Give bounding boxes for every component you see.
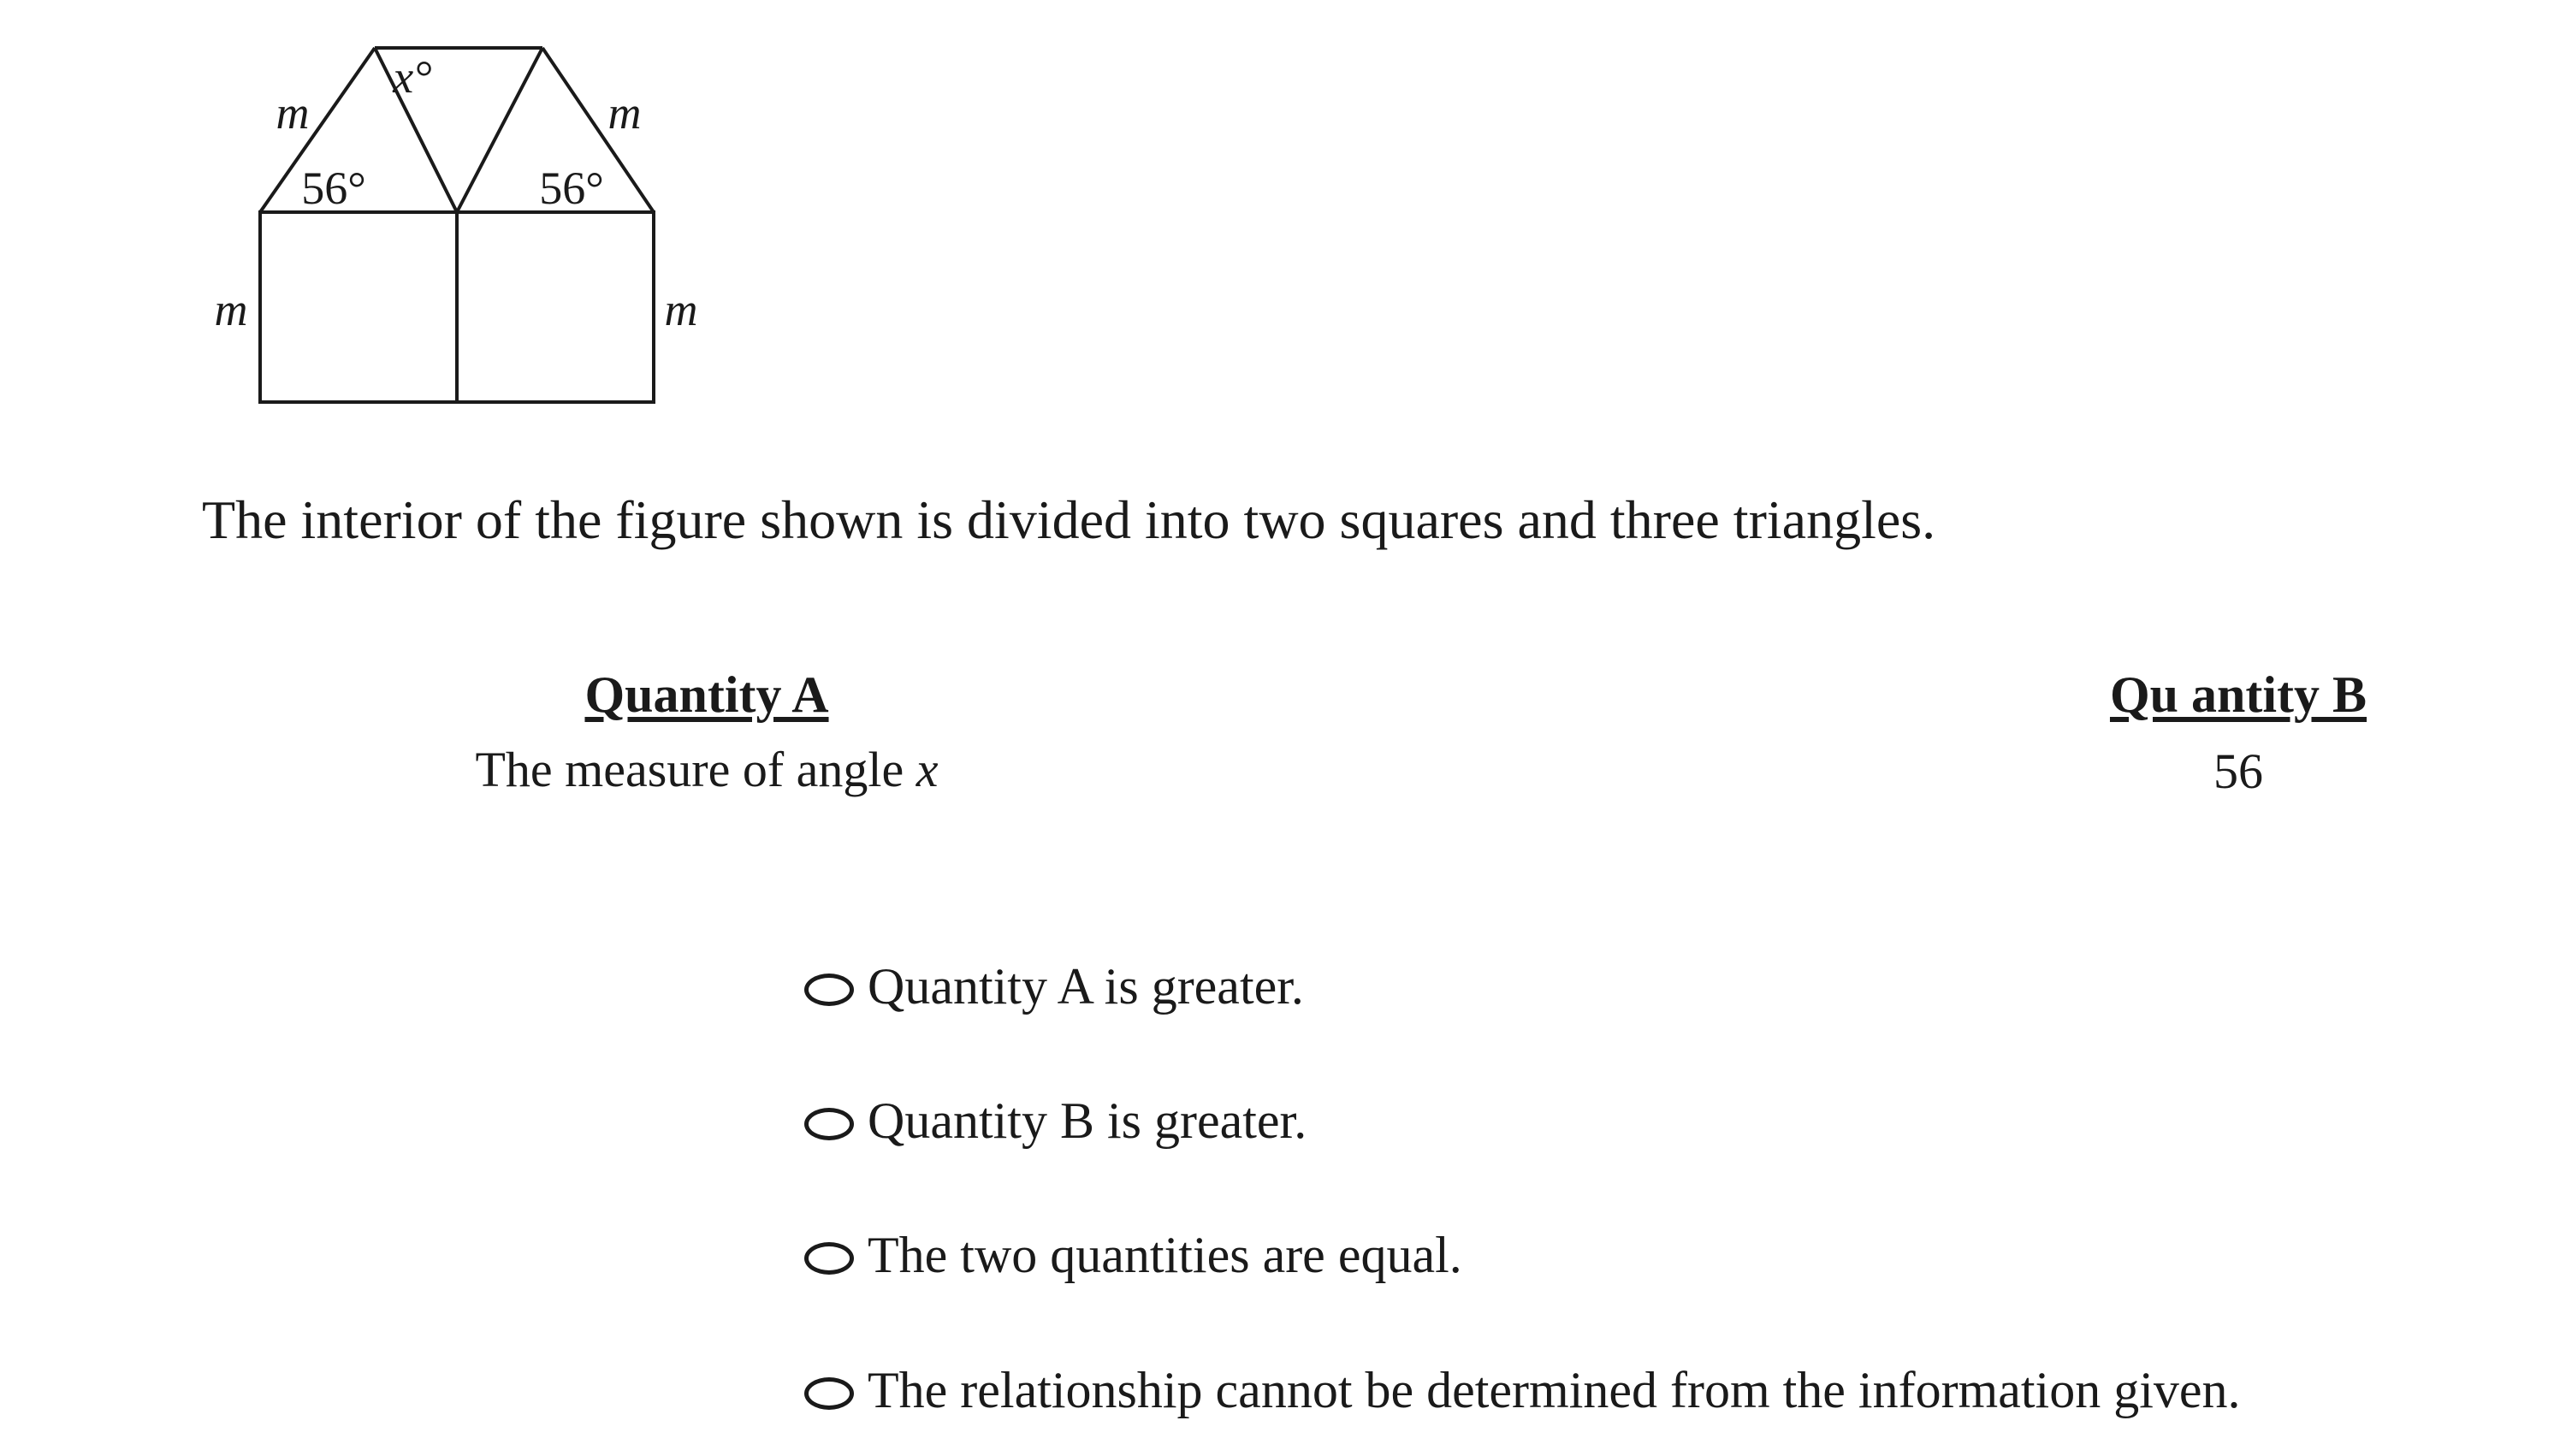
choice-label: The two quantities are equal. (868, 1227, 1462, 1283)
quantity-a-value (475, 741, 938, 798)
quantity-a-variable: x (916, 742, 939, 797)
choice-label: Quantity B is greater. (868, 1092, 1307, 1149)
question-stem: The interior of the figure shown is divided into two squares and three triangles. (202, 489, 1936, 550)
x-angle-label: x° (393, 51, 432, 103)
answer-choice-b-greater[interactable] (804, 1091, 1307, 1151)
left-angle-label: 56° (301, 163, 366, 214)
right-angle-label: 56° (539, 163, 604, 214)
middle-triangle-right-side (457, 48, 542, 212)
quantity-a-heading: Quantity A (584, 666, 829, 723)
choice-label: Quantity A is greater. (868, 958, 1304, 1015)
radio-button-icon[interactable] (804, 1377, 854, 1410)
answer-choice-a-greater[interactable] (804, 956, 1304, 1016)
choice-label: The relationship cannot be determined from the information given. (868, 1362, 2241, 1418)
left-square-side-label: m (214, 284, 248, 335)
right-square (457, 212, 654, 402)
quantity-b-value: 56 (2213, 743, 2263, 799)
right-triangle-side-label: m (607, 87, 642, 139)
figure-lines (260, 48, 654, 402)
answer-choice-cannot-determine[interactable] (804, 1360, 2241, 1420)
quantity-b-heading: Qu antity B (2109, 666, 2367, 723)
radio-button-icon[interactable] (804, 974, 854, 1006)
answer-choice-equal[interactable] (804, 1225, 1462, 1285)
geometry-figure (197, 26, 727, 419)
left-triangle-side-label: m (276, 87, 310, 139)
left-square (260, 212, 457, 402)
right-square-side-label: m (664, 284, 698, 335)
radio-button-icon[interactable] (804, 1108, 854, 1140)
quantity-a-value-text: The measure of angle (475, 742, 916, 797)
radio-button-icon[interactable] (804, 1242, 854, 1275)
